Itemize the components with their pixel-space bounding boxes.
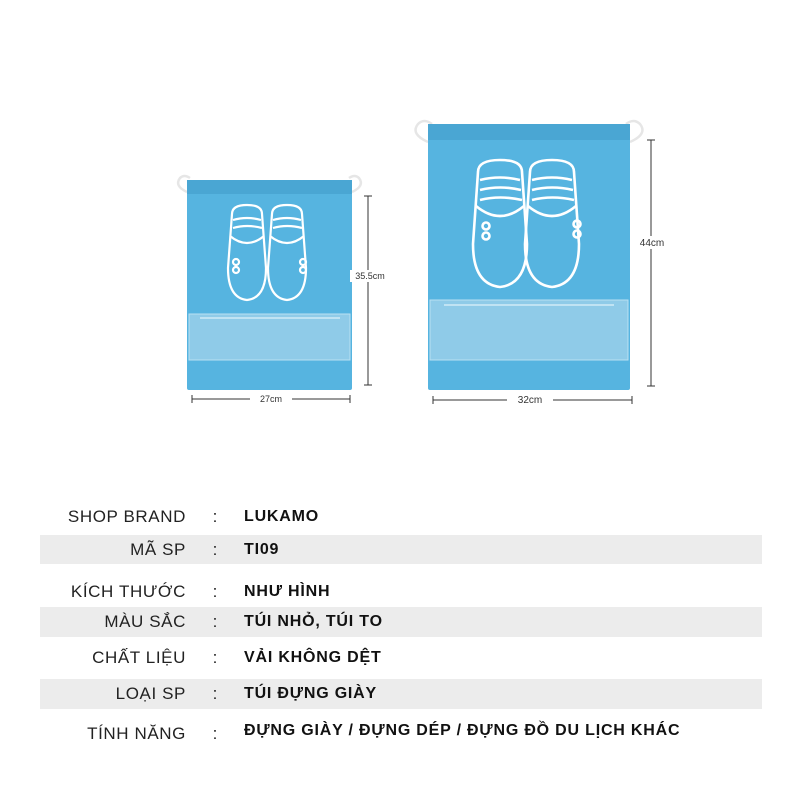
spec-row-product-code: [40, 535, 762, 564]
spec-row-shop-brand: [40, 502, 762, 532]
spec-row-material: [40, 643, 762, 673]
spec-value: VẢI KHÔNG DỆT: [244, 649, 382, 666]
spec-label: MÃ SP: [130, 539, 186, 559]
spec-colon: :: [212, 582, 218, 601]
spec-label: MÀU SẮC: [104, 612, 186, 631]
small-bag-height-label: 35.5cm: [355, 271, 385, 281]
large-bag-width-label: 32cm: [517, 395, 543, 406]
large-bag-height-label: 44cm: [639, 238, 665, 249]
spec-row-features: [40, 718, 762, 750]
spec-colon: :: [212, 724, 218, 743]
spec-row-size: [40, 577, 762, 607]
spec-row-product-type: [40, 679, 762, 709]
spec-value: ĐỰNG GIÀY / ĐỰNG DÉP / ĐỰNG ĐỒ DU LỊCH KHÁC: [244, 722, 681, 739]
spec-label: TÍNH NĂNG: [87, 724, 186, 743]
spec-colon: :: [212, 507, 218, 526]
spec-label: CHẤT LIỆU: [92, 648, 186, 667]
large-bag-image: [416, 121, 670, 406]
spec-value: TÚI ĐỰNG GIÀY: [244, 685, 378, 702]
spec-colon: :: [212, 539, 218, 559]
small-bag-image: [178, 176, 390, 405]
spec-value: NHƯ HÌNH: [244, 583, 331, 600]
spec-colon: :: [212, 648, 218, 667]
large-bag-window: [430, 300, 628, 360]
spec-colon: :: [212, 684, 218, 703]
small-bag-height-dimension: [364, 196, 372, 385]
spec-row-color: [40, 607, 762, 637]
spec-value: TI09: [244, 540, 280, 558]
small-bag-window: [189, 314, 350, 360]
spec-label: SHOP BRAND: [67, 507, 186, 526]
spec-label: KÍCH THƯỚC: [70, 582, 186, 601]
spec-value: TÚI NHỎ, TÚI TO: [244, 613, 383, 630]
large-bag-height-dimension: [647, 140, 655, 386]
small-bag-width-label: 27cm: [259, 394, 283, 404]
spec-colon: :: [212, 612, 218, 631]
spec-value: LUKAMO: [244, 508, 320, 525]
spec-label: LOẠI SP: [115, 684, 186, 703]
